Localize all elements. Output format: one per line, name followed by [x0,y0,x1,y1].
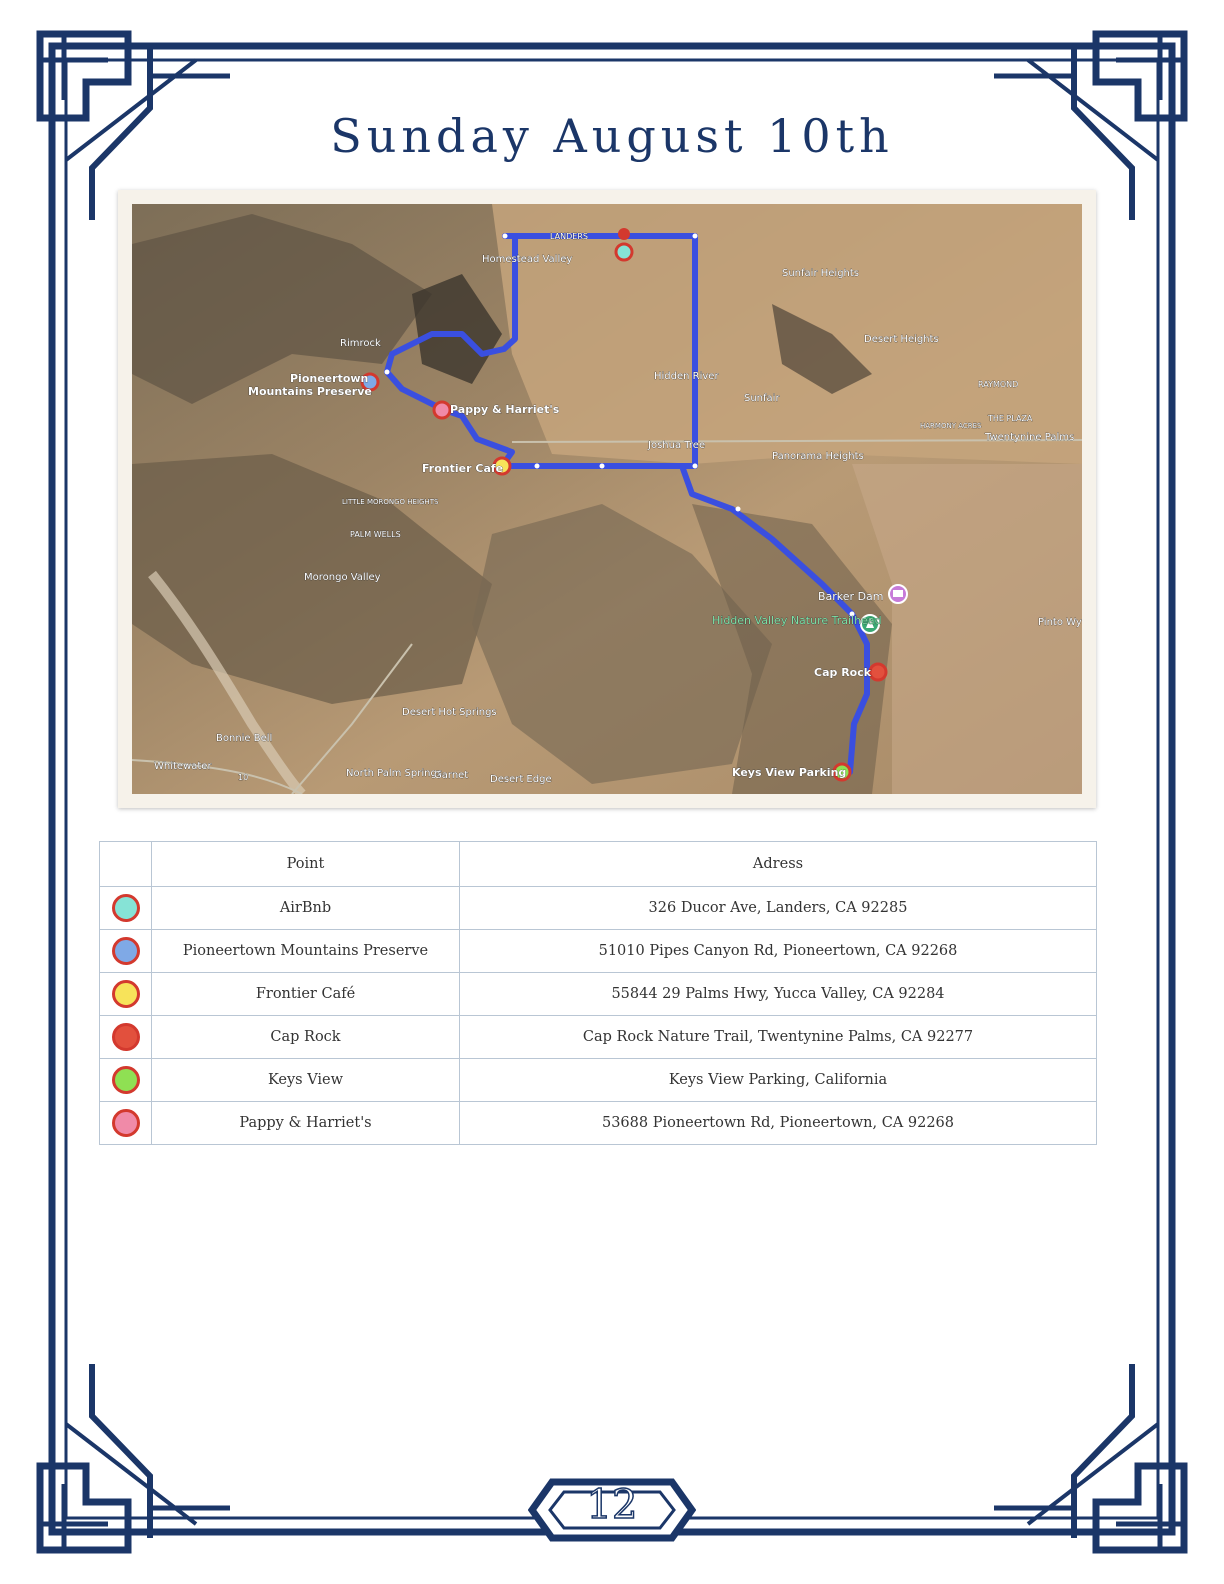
map-label-desert-edge: Desert Edge [490,774,552,785]
map-label-pappy-harriets: Pappy & Harriet's [450,403,560,416]
map-label-morongo-valley: Morongo Valley [304,572,381,583]
map-label-bonnie-bell: Bonnie Bell [216,733,273,744]
map-label-joshua-tree: Joshua Tree [648,440,706,451]
map-label-harmony-acres: HARMONY ACRES [920,422,982,430]
table-row [100,887,1097,930]
map-label-mountains-preserve: Mountains Preserve [248,385,372,398]
map-label-highway: 10 [238,773,249,782]
marker-dot-icon [112,1023,140,1051]
map-label-sunfair-heights: Sunfair Heights [782,268,860,279]
marker-cap-rock[interactable] [870,664,886,680]
address-cell: 326 Ducor Ave, Landers, CA 92285 [460,887,1097,930]
map-label-hidden-river: Hidden River [654,371,719,382]
point-cell: AirBnb [152,887,460,930]
marker-dot-icon [112,894,140,922]
marker-barker-dam[interactable] [889,585,907,603]
marker-cell [100,930,152,973]
address-cell: Keys View Parking, California [460,1059,1097,1102]
address-cell: 53688 Pioneertown Rd, Pioneertown, CA 92268 [460,1102,1097,1145]
header-point: Point [152,842,460,887]
map-label-cap-rock: Cap Rock [814,666,872,679]
map-label-homestead-valley: Homestead Valley [482,254,573,265]
marker-cell [100,1016,152,1059]
marker-dot-icon [112,1109,140,1137]
map-label-rimrock: Rimrock [340,338,381,349]
map-label-the-plaza: THE PLAZA [988,414,1033,423]
address-cell: 51010 Pipes Canyon Rd, Pioneertown, CA 92268 [460,930,1097,973]
map-label-north-palm-springs: North Palm Springs [346,768,443,779]
map-label-desert-heights: Desert Heights [864,334,939,345]
marker-dot-icon [112,937,140,965]
table-row [100,1016,1097,1059]
marker-cell [100,973,152,1016]
marker-pappy-harriets[interactable] [434,402,450,418]
map-label-twentynine-palms: Twentynine Palms [985,432,1075,443]
marker-cell [100,1102,152,1145]
marker-cell [100,887,152,930]
map-label-keys-view-parking: Keys View Parking [732,766,847,779]
address-cell: Cap Rock Nature Trail, Twentynine Palms, CA 92277 [460,1016,1097,1059]
address-cell: 55844 29 Palms Hwy, Yucca Valley, CA 92284 [460,973,1097,1016]
map-label-sunfair: Sunfair [744,393,780,404]
map-label-desert-hot-springs: Desert Hot Springs [402,707,497,718]
map-label-little-morongo: LITTLE MORONGO HEIGHTS [342,498,439,506]
table-row [100,973,1097,1016]
map-label-pioneertown: Pioneertown [290,372,369,385]
point-cell: Pioneertown Mountains Preserve [152,930,460,973]
page-number: 12 [586,1482,638,1528]
page-title: Sunday August 10th [330,108,894,163]
map-label-palm-wells: PALM WELLS [350,530,401,539]
map-label-whitewater: Whitewater [154,761,212,772]
marker-dot-icon [112,1066,140,1094]
route-map-card [118,190,1096,808]
map-label-landers: LANDERS [550,232,588,241]
map-label-raymond: RAYMOND [978,380,1019,389]
points-table [99,841,1097,1145]
map-label-garnet: Garnet [434,770,469,781]
table-header-row [100,842,1097,887]
point-cell: Keys View [152,1059,460,1102]
map-label-panorama-heights: Panorama Heights [772,451,864,462]
table-row [100,1102,1097,1145]
point-cell: Frontier Café [152,973,460,1016]
route-map [132,204,1082,794]
map-label-hidden-valley: Hidden Valley Nature Trailhead [712,614,882,627]
map-label-frontier-cafe: Frontier Cafe [422,462,504,475]
point-cell: Pappy & Harriet's [152,1102,460,1145]
table-row [100,930,1097,973]
header-address: Adress [460,842,1097,887]
header-icon [100,842,152,887]
map-label-pinto: Pinto Wy [1038,617,1082,628]
marker-cell [100,1059,152,1102]
marker-dot-icon [112,980,140,1008]
table-row [100,1059,1097,1102]
map-label-barker-dam: Barker Dam [818,590,884,603]
point-cell: Cap Rock [152,1016,460,1059]
